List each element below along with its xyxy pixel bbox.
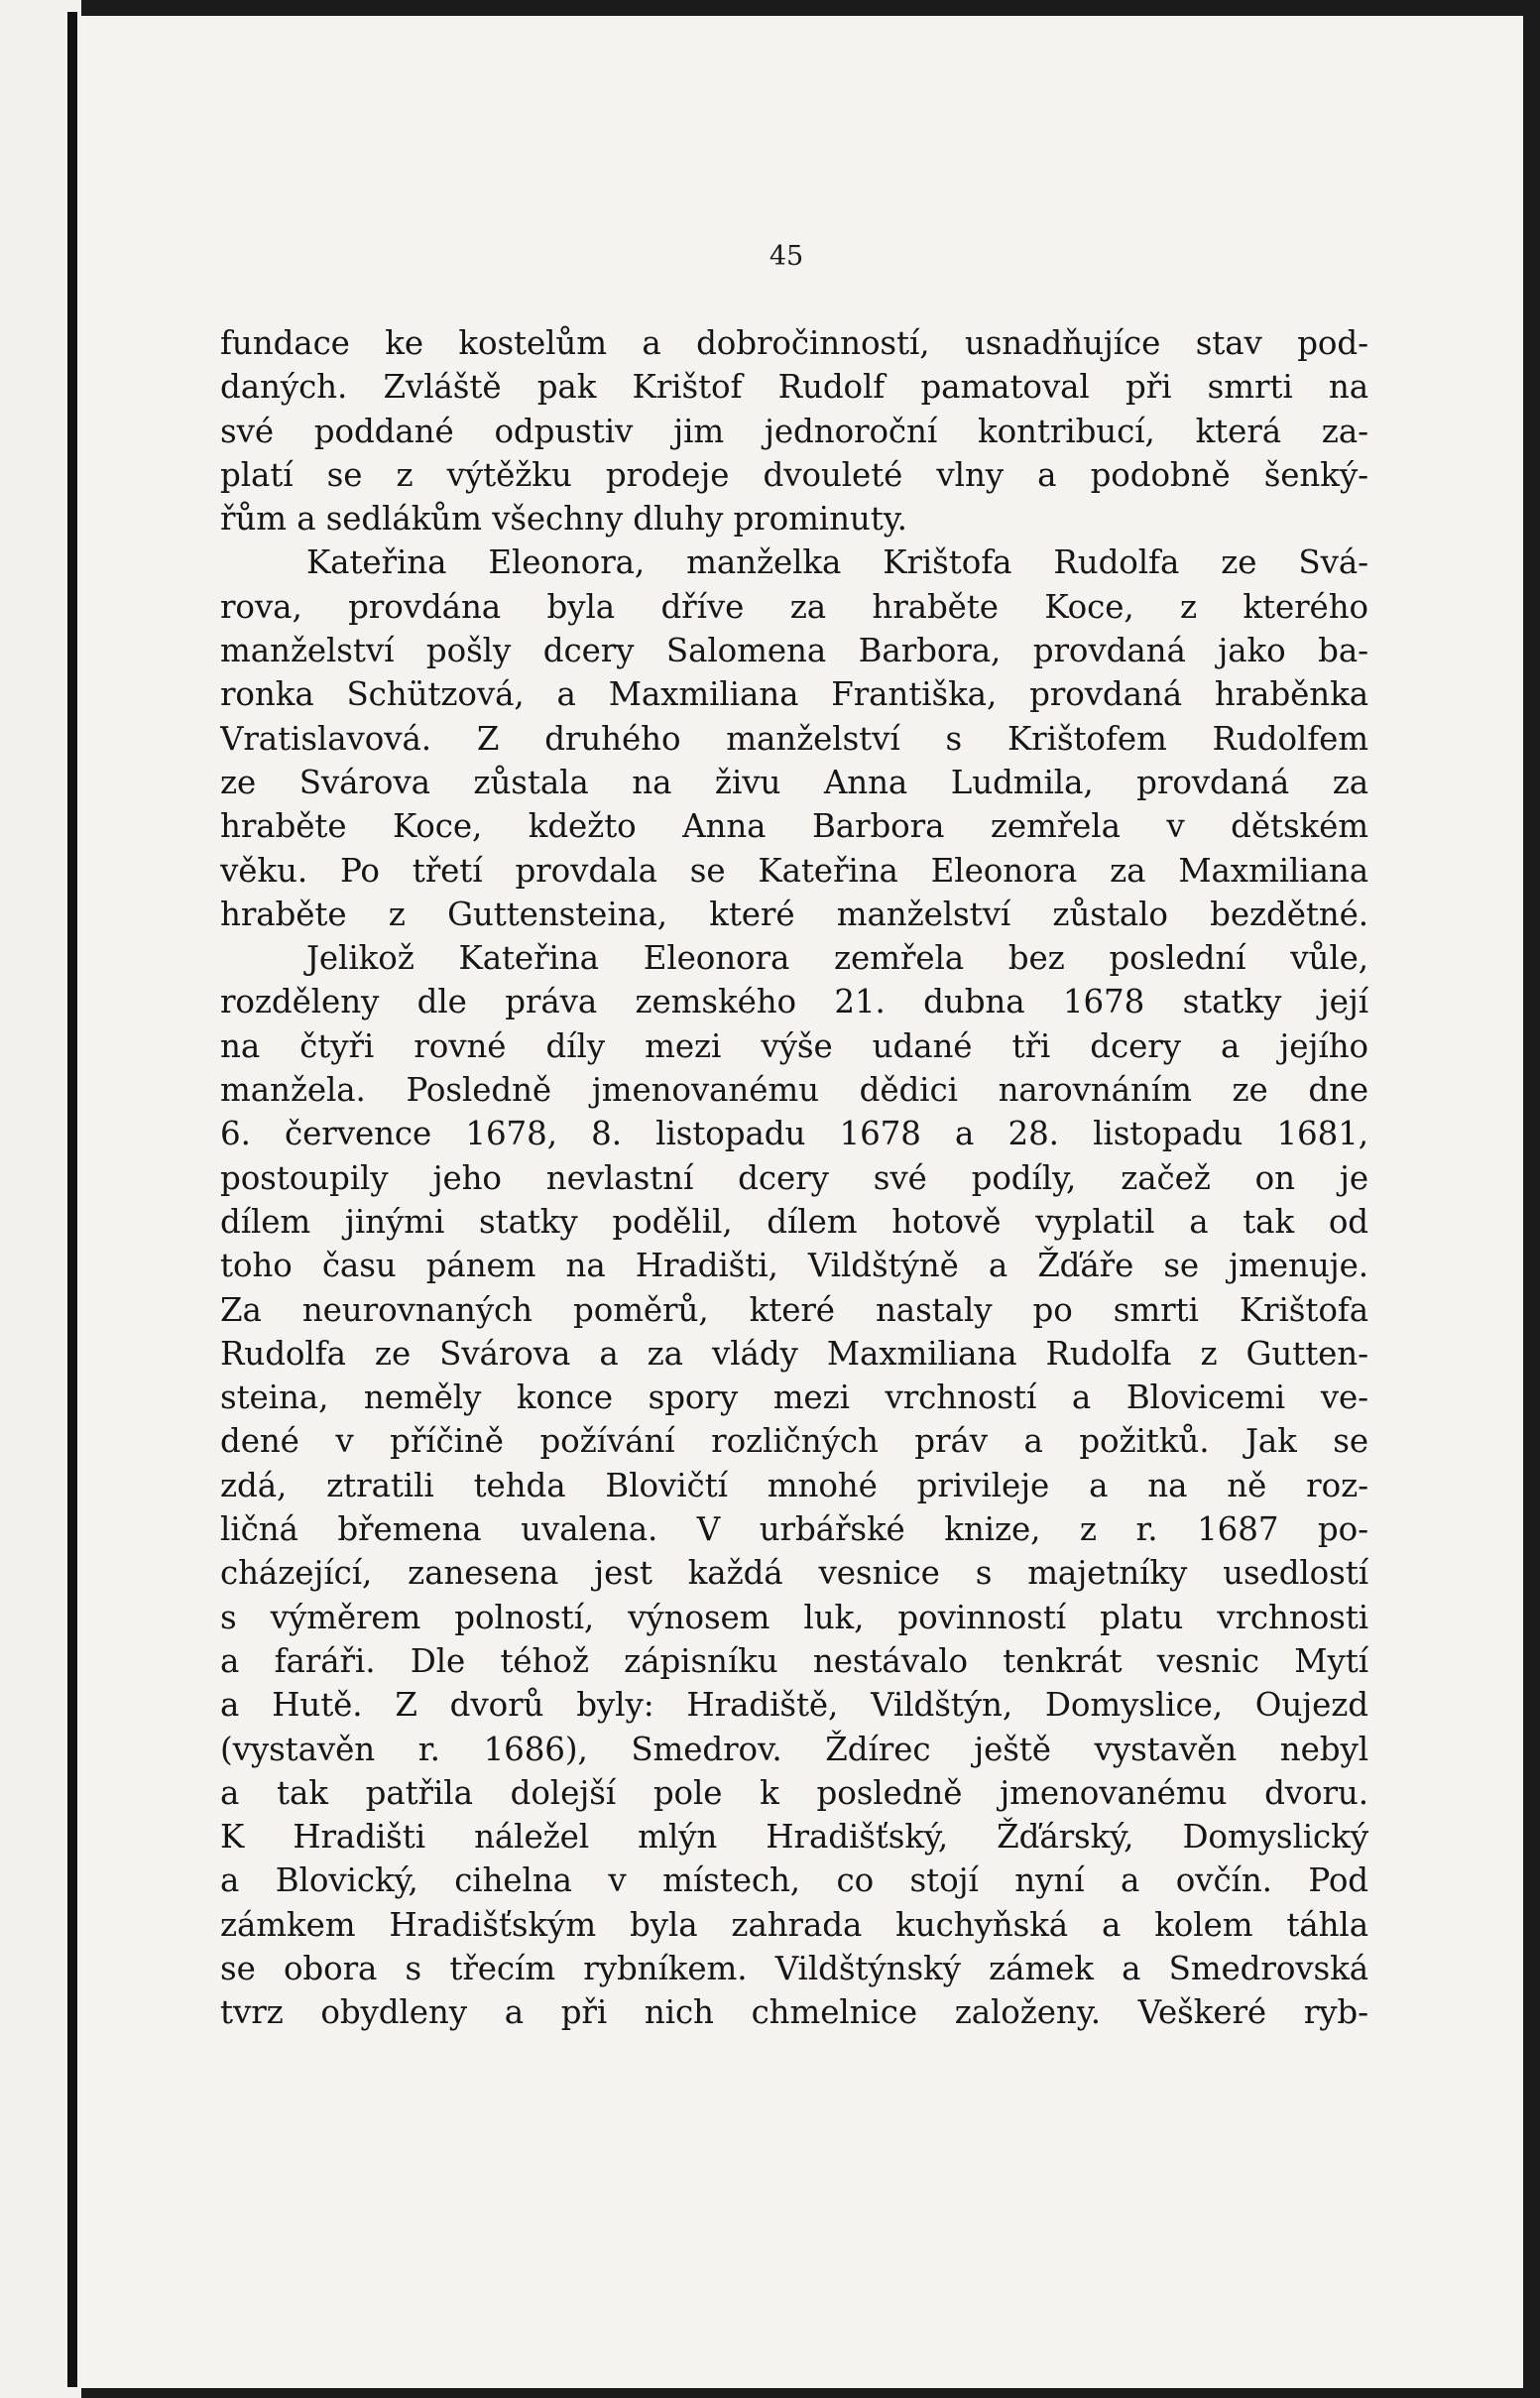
text-line: manžela. Posledně jmenovanému dědici narovnáním ze dne	[220, 1071, 1368, 1110]
spine-shadow	[67, 12, 77, 2387]
text-line: a tak patřila dolejší pole k posledně jmenovanému dvoru.	[220, 1773, 1368, 1812]
text-line: dené v příčině požívání rozličných práv a požitků. Jak se	[220, 1422, 1368, 1461]
text-line: tvrz obydleny a při nich chmelnice založeny. Veškeré ryb-	[220, 1993, 1368, 2032]
text-line: řům a sedlákům všechny dluhy prominuty.	[220, 500, 907, 539]
text-line: fundace ke kostelům a dobročinností, usnadňujíce stav pod-	[220, 324, 1368, 362]
text-line: a faráři. Dle téhož zápisníku nestávalo tenkrát vesnic Mytí	[220, 1641, 1368, 1680]
text-line: Za neurovnaných poměrů, které nastaly po smrti Krištofa	[220, 1290, 1368, 1329]
text-line: daných. Zvláště pak Krištof Rudolf pamatoval při smrti na	[220, 368, 1368, 407]
text-line: rozděleny dle práva zemského 21. dubna 1678 statky její	[220, 983, 1368, 1021]
book-page	[81, 16, 1523, 2388]
text-line: steina, neměly konce spory mezi vrchností a Blovicemi ve-	[220, 1379, 1368, 1417]
text-line: s výměrem polností, výnosem luk, povinností platu vrchnosti	[220, 1598, 1368, 1636]
text-line: zdá, ztratili tehda Blovičtí mnohé privileje a na ně roz-	[220, 1466, 1368, 1504]
text-line: zámkem Hradišťským byla zahrada kuchyňská a kolem táhla	[220, 1905, 1368, 1944]
text-line: cházející, zanesena jest každá vesnice s majetníky usedlostí	[220, 1554, 1368, 1593]
text-line: rova, provdána byla dříve za hraběte Koce, z kterého	[220, 587, 1368, 626]
text-line: Rudolfa ze Svárova a za vlády Maxmiliana Rudolfa z Gutten-	[220, 1334, 1368, 1373]
text-line: platí se z výtěžku prodeje dvouleté vlny a podobně šenký-	[220, 455, 1368, 494]
text-line: ronka Schützová, a Maxmiliana Františka, provdaná hraběnka	[220, 675, 1368, 714]
body-text	[220, 321, 1368, 2035]
text-line: věku. Po třetí provdala se Kateřina Eleonora za Maxmiliana	[220, 851, 1368, 890]
text-line: K Hradišti náležel mlýn Hradišťský, Žďárský, Domyslický	[220, 1818, 1368, 1857]
text-line: se obora s třecím rybníkem. Vildštýnský zámek a Smedrovská	[220, 1949, 1368, 1987]
facing-page-edge	[0, 0, 81, 2398]
text-line: na čtyři rovné díly mezi výše udané tři dcery a jejího	[220, 1026, 1368, 1065]
text-line: hraběte z Guttensteina, které manželství zůstalo bezdětné.	[220, 895, 1368, 933]
text-line: a Blovický, cihelna v místech, co stojí nyní a ovčín. Pod	[220, 1861, 1368, 1900]
text-line: Kateřina Eleonora, manželka Krištofa Rudolfa ze Svá-	[306, 543, 1368, 582]
text-line: své poddané odpustiv jim jednoroční kontribucí, která za-	[220, 412, 1368, 450]
text-line: (vystavěn r. 1686), Smedrov. Ždírec ještě vystavěn nebyl	[220, 1730, 1368, 1768]
text-line: 6. července 1678, 8. listopadu 1678 a 28. listopadu 1681,	[220, 1115, 1368, 1153]
text-line: ze Svárova zůstala na živu Anna Ludmila, provdaná za	[220, 763, 1368, 801]
text-line: postoupily jeho nevlastní dcery své podíly, začež on je	[220, 1158, 1368, 1197]
page-number: 45	[769, 241, 804, 272]
text-line: toho času pánem na Hradišti, Vildštýně a Žďáře se jmenuje.	[220, 1247, 1368, 1285]
text-line: manželství pošly dcery Salomena Barbora, provdaná jako ba-	[220, 632, 1368, 670]
text-line: dílem jinými statky podělil, dílem hotově vyplatil a tak od	[220, 1202, 1368, 1241]
text-line: a Hutě. Z dvorů byly: Hradiště, Vildštýn, Domyslice, Oujezd	[220, 1686, 1368, 1725]
text-line: Vratislavová. Z druhého manželství s Krištofem Rudolfem	[220, 719, 1368, 758]
text-line: ličná břemena uvalena. V urbářské knize, z r. 1687 po-	[220, 1510, 1368, 1549]
text-line: hraběte Koce, kdežto Anna Barbora zemřela v dětském	[220, 807, 1368, 846]
text-line: Jelikož Kateřina Eleonora zemřela bez poslední vůle,	[306, 939, 1368, 978]
